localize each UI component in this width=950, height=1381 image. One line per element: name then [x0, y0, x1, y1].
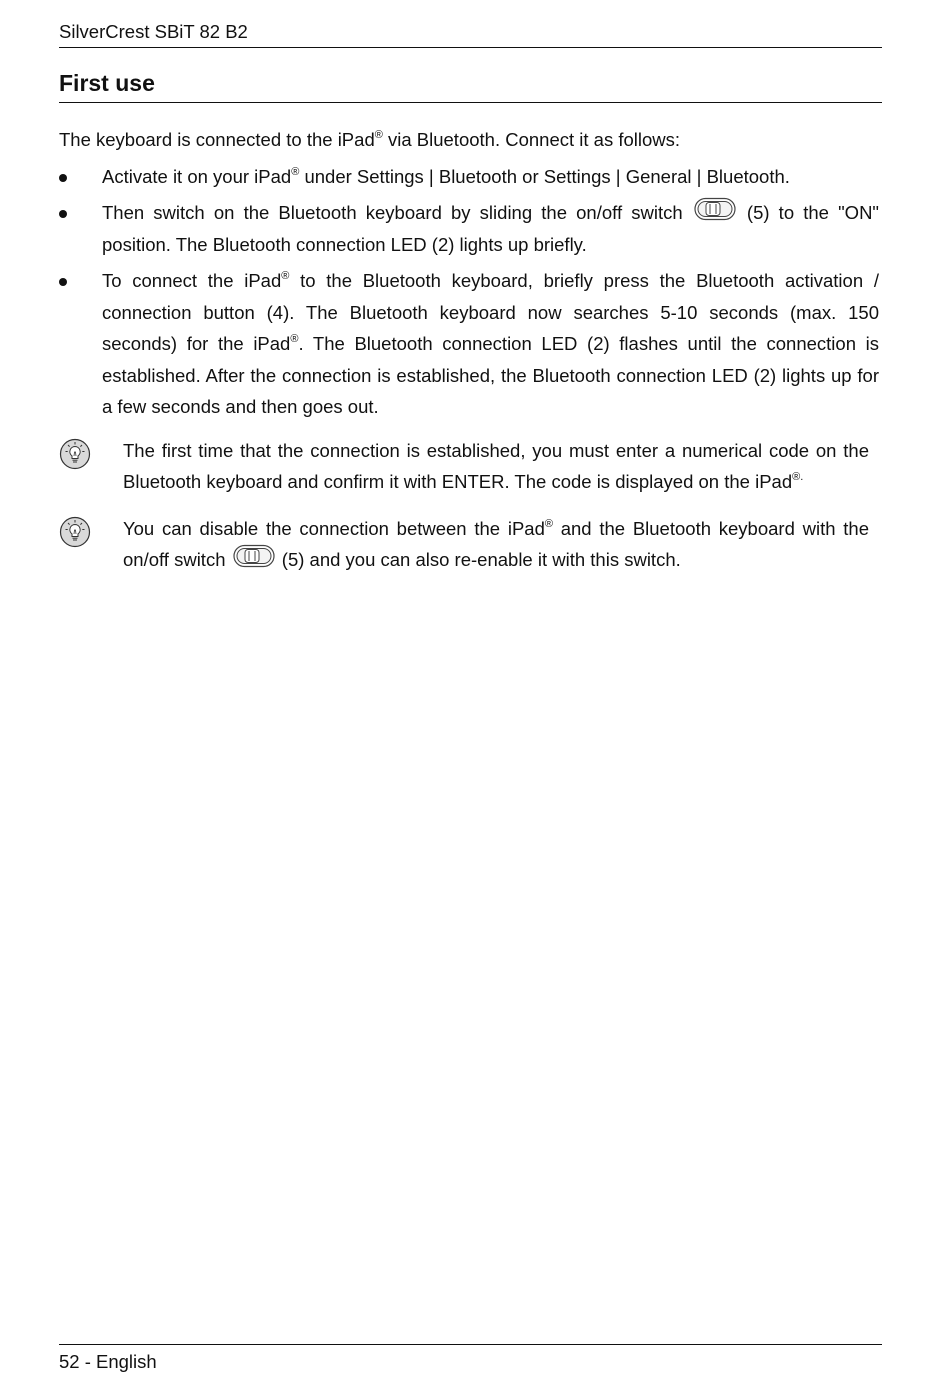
bullet-icon [59, 278, 67, 286]
tip-note: The first time that the connection is established, you must enter a numerical code on the Bluetooth keyboard and confirm it with ENTER. The code is displayed on the iPad®. [59, 435, 879, 498]
registered-mark: ® [544, 517, 553, 530]
list-item: Activate it on your iPad® under Settings | Bluetooth or Settings | General | Bluetooth. [59, 161, 879, 193]
page-footer [59, 1344, 882, 1375]
registered-mark: ® [291, 165, 300, 178]
registered-mark: ® [290, 333, 299, 345]
on-off-switch-icon [233, 544, 275, 568]
lightbulb-icon [59, 438, 91, 470]
list-item: To connect the iPad® to the Bluetooth keyboard, briefly press the Bluetooth activation / connection button (4). The Bluetooth keyboard now searches 5-10 seconds (max. 150 seconds) for the iPad®. The Bluetooth connection LED (2) flashes until the connection is established. After the connection is established, the Bluetooth connection LED (2) lights up for a few seconds and then goes out. [59, 265, 879, 423]
section-title: First use [59, 68, 882, 103]
instruction-list [59, 161, 879, 423]
intro-paragraph: The keyboard is connected to the iPad® via Bluetooth. Connect it as follows: [59, 129, 681, 150]
lightbulb-icon [59, 516, 91, 548]
page-header [59, 20, 882, 48]
bullet-icon [59, 174, 67, 182]
page-number: 52 - English [59, 1351, 157, 1372]
registered-mark: ®. [792, 471, 804, 483]
registered-mark: ® [374, 129, 383, 141]
product-name: SilverCrest SBiT 82 B2 [59, 21, 248, 42]
list-item: Then switch on the Bluetooth keyboard by sliding the on/off switch (5) to the "ON" position. The Bluetooth connection LED (2) lights up briefly. [59, 197, 879, 260]
main-content [59, 124, 879, 576]
bullet-icon [59, 210, 67, 218]
tip-note: You can disable the connection between the iPad® and the Bluetooth keyboard with the on/off switch (5) and you can also re-enable it with this switch. [59, 513, 879, 576]
on-off-switch-icon [694, 197, 736, 221]
registered-mark: ® [281, 270, 290, 282]
